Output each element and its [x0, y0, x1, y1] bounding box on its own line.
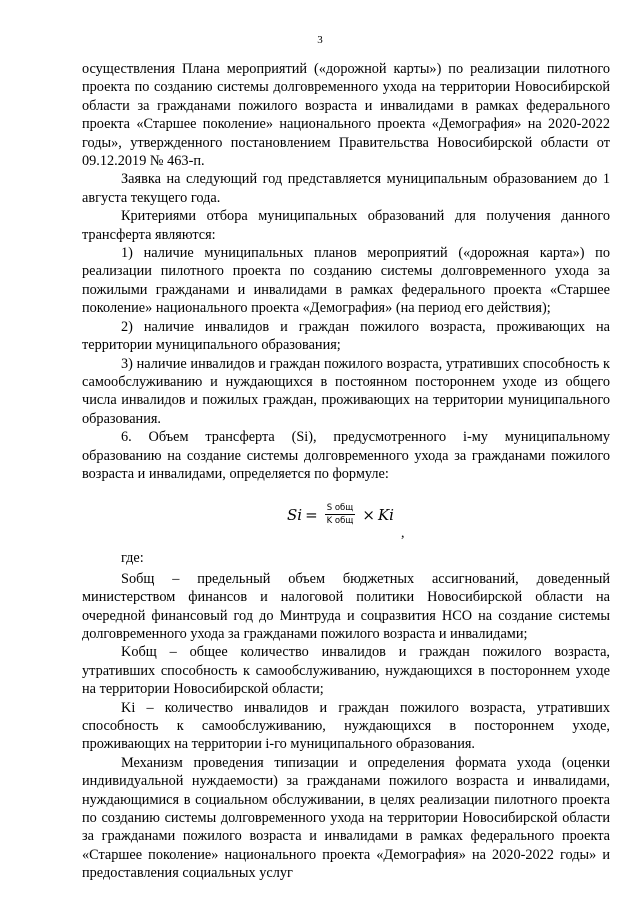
formula-denominator: K общ [326, 516, 354, 527]
definition-s-total: Sобщ – предельный объем бюджетных ассигнований, доведенный министерством финансов и налоговой политики Новосибирской области на очередной финансовый год до Минтруда и соцразвития НСО на создание системы долговременного ухода за гражданами пожилого возраста и инвалидами; [82, 570, 610, 642]
formula-lhs: Si [287, 505, 303, 524]
paragraph-criteria-intro: Критериями отбора муниципальных образований для получения данного трансферта являются: [82, 208, 610, 243]
criteria-item-2: 2) наличие инвалидов и граждан пожилого возраста, проживающих на территории муниципального образования; [82, 318, 610, 354]
paragraph-continuation: осуществления Плана мероприятий («дорожной карты») по реализации пилотного проекта по созданию системы долговременного ухода на территории Новосибирской области за гражданами пожилого возраста и инвалидами в рамках федерального проекта «Старшее поколение» национального проекта «Демография» на 2020-2022 годы», утвержденного постановлением Правительства Новосибирской области от 09.12.2019 № 463-п. [82, 61, 610, 170]
criteria-item-1: 1) наличие муниципальных планов мероприятий («дорожная карта») по реализации пилотного проекта по созданию системы долговременного ухода за пожилыми гражданами и инвалидами в рамках федерального проекта «Старшее поколение» национального проекта «Демография» (на период его действия); [82, 245, 610, 317]
paragraph-typing-mechanism: Механизм проведения типизации и определения формата ухода (оценки индивидуальной нуждаемости) за гражданами пожилого возраста и инвалидами, нуждающимися в социальном обслуживании, в целях реализации пилотного проекта по созданию системы долговременного ухода на территории Новосибирской области за гражданами пожилого возраста и инвалидами в рамках федерального проекта «Старшее поколение» национального проекта «Демография» на 2020-2022 годы» и предоставления социальных услуг [82, 754, 610, 882]
formula-rhs: Ki [377, 505, 394, 524]
paragraph-transfer-volume: 6. Объем трансферта (Si), предусмотренного i-му муниципальному образованию на создание системы долговременного ухода за гражданами пожилого возраста и инвалидами, определяется по формуле: [82, 429, 610, 482]
formula-fraction [325, 503, 356, 526]
where-label: где: [121, 550, 144, 567]
definition-ki: Ki – количество инвалидов и граждан пожилого возраста, утративших способность к самообслуживанию, нуждающихся в постороннем уходе, проживающих на территории i-го муниципального образования. [82, 699, 610, 753]
formula-comma: , [401, 526, 405, 542]
document-body [82, 60, 610, 883]
formula-numerator: S общ [326, 503, 354, 514]
definition-k-total: Kобщ – общее количество инвалидов и граждан пожилого возраста, утративших способность к самообслуживанию, нуждающихся в постороннем уходе на территории Новосибирской области; [82, 644, 610, 698]
formula-block [82, 483, 610, 549]
paragraph-application-deadline: Заявка на следующий год представляется муниципальным образованием до 1 августа текущего года. [82, 171, 610, 206]
criteria-item-3: 3) наличие инвалидов и граждан пожилого возраста, утративших способность к самообслуживанию и нуждающихся в постоянном постороннем уходе из общего числа инвалидов и пожилых граждан, проживающих на территории муниципального образования. [82, 355, 610, 427]
transfer-formula [287, 503, 394, 526]
formula-equals: = [305, 505, 318, 524]
formula-times: × [362, 505, 375, 524]
page-number: 3 [317, 34, 323, 46]
